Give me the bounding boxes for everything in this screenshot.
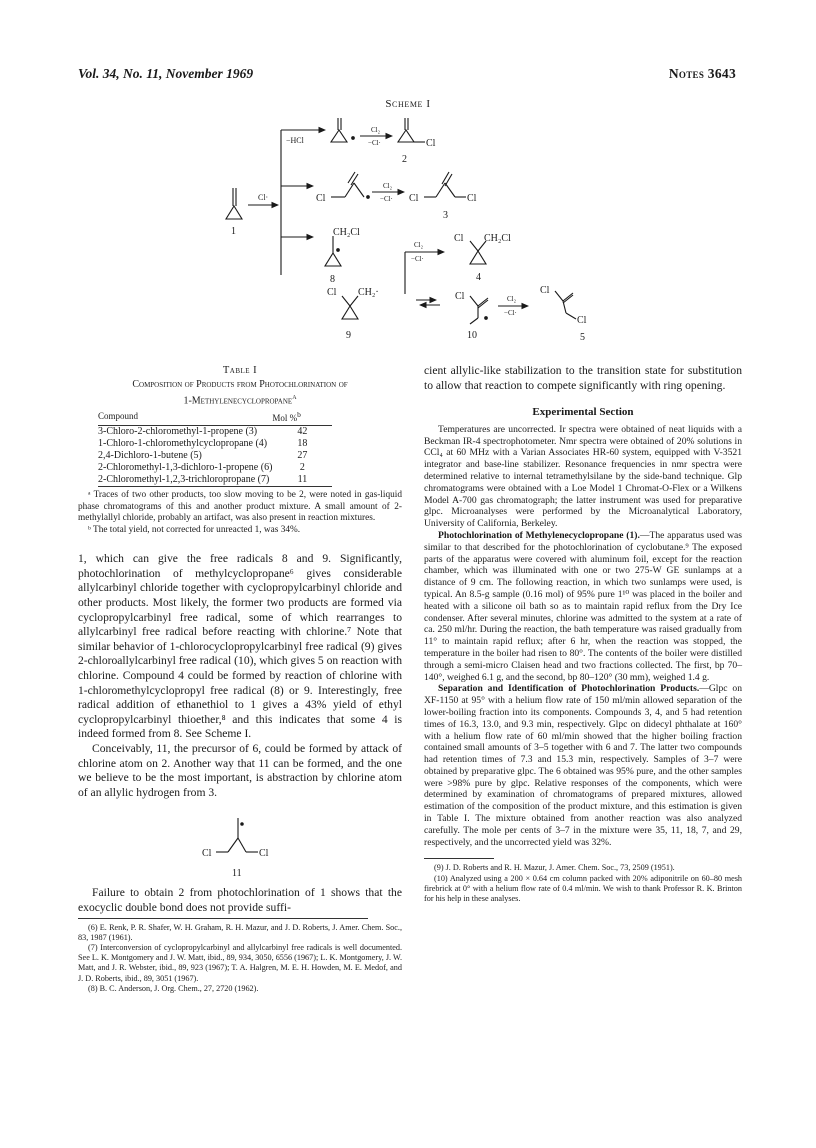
footnote-rule-right	[424, 858, 494, 859]
label-cl-10: Cl	[455, 291, 465, 302]
structure-11	[78, 800, 402, 886]
reagent-minus-cl-low: −Cl·	[411, 255, 424, 263]
row-value: 18	[297, 437, 308, 449]
col-compound: Compound	[98, 409, 272, 426]
label-cl-rad: Cl·	[258, 193, 269, 202]
table-header-row	[98, 409, 332, 426]
label-ch2cl-8: CH₂Cl	[333, 227, 360, 238]
structure-2	[398, 118, 425, 142]
exp-paragraph-2	[424, 530, 742, 683]
row-value: 27	[297, 449, 308, 461]
label-2: 2	[402, 154, 407, 165]
exp-text-3: —Glpc on XF-1150 at 95° with a helium flow rate of 150 ml/min allowed separation of the lower-boiling fraction into its components. Compounds 3, 4, and 5 had retention times of 16.3, 13.0, and 9.3 min, respectively. Glpc on didecyl phthalate at 160° with a helium flow rate of 60 ml/min showed that the higher boiling fraction contained small amounts of 3–5 together with 6 and 7. The latter two compounds had retention times of 7.3 and 15.3 min, respectively. Samples of 3–7 were obtained by preparative glpc. The 6 obtained was 95% pure, and the other samples were >98% pure by glpc. Relative responses of the components, which were determined by examination of chromatograms of prepared mixtures, allowed estimation of the composition of the product mixture, and this estimation is given in Table I. The mixture obtained from another reaction was also analyzed carefully. The mole per cents of 3–7 in the mixture were 35, 11, 18, 7, and 29, respectively, and the uncorrected yield was 32%.	[424, 683, 742, 848]
exp-subhead-2: Photochlorination of Methylenecyclopropane (1).	[438, 529, 640, 541]
experimental-heading: Experimental Section	[532, 406, 634, 419]
label-9: 9	[346, 330, 351, 341]
reagent-minus-cl-10: −Cl·	[504, 309, 517, 317]
left-paragraph-2: Conceivably, 11, the precursor of 6, could be formed by attack of chlorine atom on 2. Another way that 11 can be formed, and the one we believe to be the most important, is abstraction by chlorine atom of an allylic hydrogen from 3.	[78, 742, 402, 799]
running-header-volume: Vol. 34, No. 11, November 1969	[78, 66, 254, 81]
running-header-page: Notes 3643	[668, 66, 736, 81]
structure-8	[325, 236, 341, 266]
row-name: 3-Chloro-2-chloromethyl-1-propene (3)	[98, 425, 258, 437]
label-cl-mid-radical: Cl	[316, 193, 326, 204]
left-footnotes	[78, 923, 402, 994]
experimental-body	[424, 424, 742, 849]
label-4: 4	[476, 272, 481, 283]
structure-mid-radical	[331, 172, 369, 198]
table-footnote-b: ᵇ The total yield, not corrected for unreacted 1, was 34%.	[88, 524, 301, 535]
row-value: 11	[297, 473, 308, 485]
right-column	[424, 364, 742, 904]
table-row	[98, 450, 332, 462]
table-subtitle-mark: a	[292, 391, 297, 401]
scheme-title: Scheme I	[385, 98, 431, 110]
reagent-cl2-mid: Cl₂	[383, 182, 393, 190]
table-subtitle-2	[78, 391, 402, 407]
label-11: 11	[232, 868, 242, 880]
exp-subhead-3: Separation and Identification of Photochlorination Products.	[438, 683, 700, 695]
label-cl-9: Cl	[327, 287, 337, 298]
exp-paragraph-1: Temperatures are uncorrected. Ir spectra were obtained of neat liquids with a Beckman IR-4 spectrophotometer. Nmr spectra were obtained of 20% solutions in CCl₄ at 60 MHz with a Varian Associates HR-60 system, equipped with V-3521 integrator and base-line stabilizer. Resonance frequencies in nmr spectra were determined relative to internal tetramethylsilane by the side-band technique. Glp chromatograms were obtained with a Loe Model 1 Chromat-O-Flex or a Wilkens Model A-700 gas chromatograph; the latter instrument was used for preparative glpc. Microanalyses were performed by the Microanalytical Laboratory, University of California, Berkeley.	[424, 423, 742, 530]
label-cl-5b: Cl	[577, 315, 587, 326]
reagent-cl2-low: Cl₂	[414, 241, 424, 249]
label-3: 3	[443, 210, 448, 221]
footnote-6: (6) E. Renk, P. R. Shafer, W. H. Graham, R. H. Mazur, and J. D. Roberts, J. Amer. Chem. Soc., 83, 1987 (1961).	[78, 922, 402, 942]
row-name: 2-Chloromethyl-1,2,3-trichloropropane (7)	[98, 473, 270, 485]
composition-table	[98, 409, 332, 487]
structure-10	[470, 296, 488, 324]
structure-9	[342, 296, 358, 319]
label-cl-4: Cl	[454, 233, 464, 244]
exp-text-2: —The apparatus used was similar to that described for the photochlorination of cyclobutane.⁹ The exposed parts of the apparatus were covered with aluminum foil, except for the reaction chamber, which was illuminated with one or two 275-W GE sunlamps at a distance of 9 cm. The following reaction, in which two sunlamps were used, is typical. An 8.5-g sample (0.16 mol) of 95% pure 1¹⁰ was placed in the boiler and heated with a silicone oil bath so as to maintain rapid reflux from the Dry Ice condenser. After several minutes, chlorine was admitted to the system at a rate of ca. 250 ml/hr. During the reaction, the bath temperature was raised gradually from 11° to maintain rapid reflux; after 6 hr, when the reaction was stopped, the temperature in the boiler had risen to 80°. The contents of the boiler were distilled through a semi-micro Claisen head and two fractions collected. The first, bp 70–140°, weighed 6.1 g, and the second, bp 80–120° (30 mm), weighed 1.4 g.	[424, 529, 742, 683]
structure-top-radical	[331, 118, 354, 142]
label-5: 5	[580, 332, 585, 343]
label-8: 8	[330, 274, 335, 285]
col-mol-mark: b	[297, 409, 301, 419]
table-subtitle-2-text: 1-Methylenecyclopropane	[183, 394, 293, 406]
structure-1	[226, 188, 242, 219]
row-value: 42	[297, 425, 308, 437]
table-subtitle-1: Composition of Products from Photochlorination of	[132, 378, 348, 390]
structure-3	[424, 172, 466, 197]
label-1: 1	[231, 226, 236, 237]
reagent-minus-cl-top: −Cl·	[368, 139, 381, 147]
left-paragraph-3: Failure to obtain 2 from photochlorination of 1 shows that the exocyclic double bond does not provide suffi-	[78, 886, 402, 914]
reagent-minus-cl-mid: −Cl·	[380, 195, 393, 203]
table-title: Table I	[222, 365, 258, 376]
reagent-cl2-10: Cl₂	[507, 295, 517, 303]
label-cl-3a: Cl	[409, 193, 419, 204]
row-value: 2	[299, 461, 305, 473]
label-ch2rad-9: CH₂·	[358, 287, 379, 298]
row-name: 1-Chloro-1-chloromethylcyclopropane (4)	[98, 437, 268, 449]
structure-4	[470, 241, 486, 264]
label-cl-3b: Cl	[467, 193, 477, 204]
reaction-scheme	[0, 0, 816, 360]
label-cl-11b: Cl	[259, 848, 269, 860]
table-row	[98, 462, 332, 474]
table-row	[98, 438, 332, 450]
row-name: 2-Chloromethyl-1,3-dichloro-1-propene (6)	[98, 461, 273, 473]
label-10: 10	[467, 330, 477, 341]
right-paragraph-0: cient allylic-like stabilization to the transition state for substitution to allow that reaction to compete significantly with ring opening.	[424, 364, 742, 392]
label-hcl: −HCl	[286, 136, 304, 145]
label-cl-5a: Cl	[540, 285, 550, 296]
footnote-10: (10) Analyzed using a 200 × 0.64 cm column packed with 20% adiponitrile on 60–80 mesh firebrick at 0° with a helium flow rate of 0.4 ml/min. We wish to thank Professor R. K. Brinton for his help in these analyses.	[424, 873, 742, 904]
table-row	[98, 474, 332, 487]
reagent-cl2-top: Cl₂	[371, 126, 381, 134]
right-footnotes	[424, 863, 742, 904]
footnote-9: (9) J. D. Roberts and R. H. Mazur, J. Amer. Chem. Soc., 73, 2509 (1951).	[434, 863, 675, 873]
footnote-rule-left	[78, 918, 368, 919]
table-footnote-a: ᵃ Traces of two other products, too slow moving to be 2, were noted in gas-liquid phase chromatograms of this and another product mixture. A small amount of 2-methylallyl chloride, probably an artifact, was also present in reaction mixtures.	[78, 489, 402, 524]
footnote-8: (8) B. C. Anderson, J. Org. Chem., 27, 2720 (1962).	[88, 983, 259, 993]
exp-paragraph-3	[424, 683, 742, 848]
row-name: 2,4-Dichloro-1-butene (5)	[98, 449, 202, 461]
table-row	[98, 425, 332, 438]
col-mol	[272, 409, 332, 426]
col-mol-text: Mol %	[272, 412, 298, 423]
structure-5	[555, 291, 576, 319]
label-ch2cl-4: CH₂Cl	[484, 233, 511, 244]
footnote-7: (7) Interconversion of cyclopropylcarbinyl and allylcarbinyl free radicals is well documented. See L. K. Montgomery and J. W. Matt, ibid., 89, 934, 3050, 6556 (1967); L. K. Montgomery, J. W. Matt, and J. R. Webster, ibid., 89, 923 (1967); T. A. Halgren, M. E. H. Howden, M. E. Medof, and J. D. Roberts, ibid., 89, 3051 (1967).	[78, 942, 402, 983]
left-paragraph-1: 1, which can give the free radicals 8 and 9. Significantly, photochlorination of methylcyclopropane⁶ gives considerable allylcarbinyl chloride together with cyclopropylcarbinyl chloride and other products. Most likely, the former two products are formed via cyclopropylcarbinyl free radical, some of which rearranges to allylcarbinyl free radical before reacting with chlorine.⁷ Note that similar behavior of 1-chlorocyclopropylcarbinyl free radical (9) gives 2-chloroallylcarbinyl free radical (10), which gives 5 on reaction with chlorine. Compound 4 could be formed by reaction of chlorine with 1-chloromethylcyclopropyl free radical (8) or 9. Interestingly, free radical addition of ethanethiol to 1 gives a 43% yield of ethyl cyclopropylcarbinyl thioether,⁸ and this indicates that some 4 is indeed formed from 8. See Scheme I.	[78, 552, 402, 741]
label-cl-2: Cl	[426, 138, 436, 149]
label-cl-11a: Cl	[202, 848, 212, 860]
left-column	[78, 364, 402, 994]
